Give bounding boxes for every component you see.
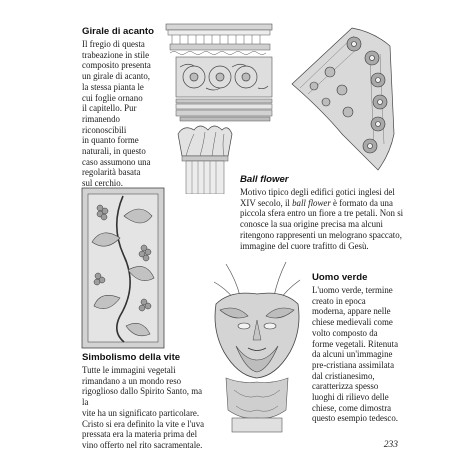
body-text-part-2: è formato da una piccola sfera entro un fiore a tre petali. Non si conosce la sua origine precisa ma alcuni ritengono rappresenti un melograno spaccato, immagine del cuore trafitto di Gesù. [240, 197, 404, 251]
page-number: 233 [383, 440, 398, 450]
section-acanto [82, 26, 164, 189]
body-text-part-1: Motivo tipico degli edifici gotici inglesi del XIV secolo, il [240, 187, 395, 208]
section-body-vite: Tutte le immagini vegetali rimandano a un mondo reso rigoglioso dallo Spirito Santo, ma la vite ha un significato particolare. Cristo si era definito la vite e l'uva pressata era la materia prima del vino offerto nel rito sacramentale. [82, 365, 205, 450]
section-body-ball-flower [240, 187, 416, 251]
section-ball-flower [240, 174, 416, 251]
green-man-illustration [206, 260, 308, 434]
section-uomo-verde [312, 272, 416, 424]
section-title-acanto: Girale di acanto [82, 26, 154, 37]
body-text-italic-term: ball flower [292, 197, 331, 208]
section-vite [82, 352, 208, 451]
section-title-ball-flower: Ball flower [240, 174, 289, 185]
section-body-acanto: Il fregio di questa trabeazione in stile composito presenta un girale di acanto, la stessa pianta le cui foglie ornano il capitello. Pur rimanendo riconoscibili in quanto forme naturali, in questo caso assumono una regolarità basata sul cerchio. [82, 39, 151, 189]
ball-flower-illustration [282, 24, 402, 174]
section-title-vite: Simbolismo della vite [82, 352, 181, 363]
vine-panel-illustration [80, 186, 166, 350]
section-title-uomo-verde: Uomo verde [312, 272, 368, 283]
acanthus-entablature-illustration [164, 22, 274, 194]
section-body-uomo-verde: L'uomo verde, termine creato in epoca moderna, appare nelle chiese medievali come volto composto da forme vegetali. Ritenuta da alcuni un'immagine pre-cristiana assimilata dal cristianesimo, caratterizza spesso luoghi di rilievo delle chiese, come dimostra questo esempio tedesco. [312, 285, 399, 424]
